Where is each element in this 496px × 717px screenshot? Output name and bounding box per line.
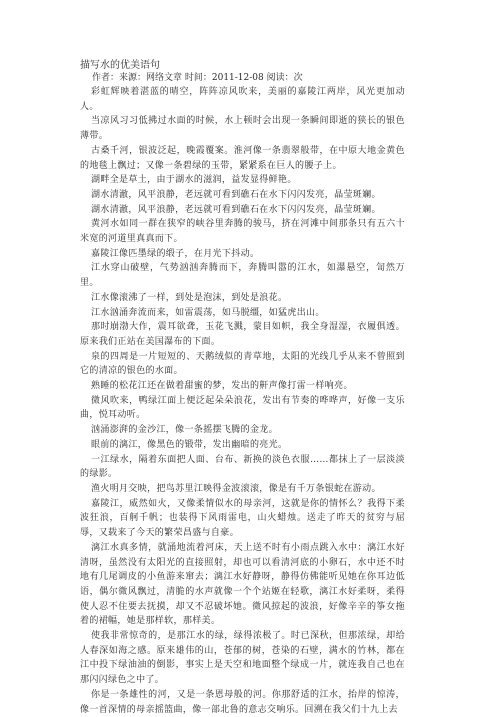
article-paragraph: 江水汹涌奔流而来，如雷震荡，如马脱缰，如猛虎出山。: [91, 307, 325, 318]
article-paragraph: 湖水清澈，风平浪静，老远就可看到礁石在水下闪闪发亮，晶莹斑斓。: [91, 204, 381, 215]
article-paragraph: 使我非常惊奇的，是那江水的绿，绿得浓极了。时已深秋，但那浓绿，却给人春深如海之感。原来雄伟的山，苍郁的树，苍染的石壁，满水的竹林，都在江中投下绿油油的倒影，事实上是天空和地面整个绿成一片，就连我自己也在那闪闪绿色之中了。: [80, 631, 405, 686]
article-paragraph: 熟睡的松花江还在做着甜蜜的梦，发出的鼾声像打雷一样响亮。: [91, 381, 353, 392]
article-paragraph: 泉的四周是一片短短的、天鹅绒似的青草地，太阳的光线几乎从来不曾照到它的清凉的银色的水面。: [80, 351, 405, 377]
article-paragraph: 你是一条雄性的河，又是一条恩母般的河。你那舒适的江水，抬岸的惊涛，像一首深情的母亲摇篮曲，像一部北鲁的意志交响乐。回溯在我父们十九上去: [80, 689, 405, 715]
article-paragraph: 眼前的漓江，像黑色的锻带，发出幽暗的亮光。: [91, 439, 288, 450]
article-paragraph: 嘉陵江，威然如火，又像柔情似水的母亲河，这就是你的情怀么？我得下柔波狂浪，百舸千帆；也装得下风雨雷电，山火蜡烛。送走了昨天的贫穷与屈辱，又载来了今天的繁荣昌盛与自豪。: [80, 498, 405, 539]
article-paragraph: 当凉风习习低拂过水面的时候，水上顿时会出现一条瞬间即逝的狭长的银色薄带。: [80, 116, 405, 142]
article-paragraph: 那时崩渤大作，震耳欲聋，玉花飞溅，蒙目如帜，我全身湿湿，衣履俱透。原来我们正站在美国瀑布的下面。: [80, 322, 405, 347]
article-paragraph: 微风吹来，鸭绿江面上便泛起朵朵浪花，发出有节奏的哗哗声，好像一支乐曲，悦耳动听。: [80, 395, 405, 421]
article-paragraph: 江水穿山破壁，气势汹汹奔腾而下，奔腾叫嚣的江水，如瀑悬空，訇然万里。: [80, 263, 405, 289]
article-paragraph: 江水像滚沸了一样，到处是泡沫，到处是浪花。: [91, 292, 288, 303]
article-paragraph: 渔火明月交映，把鸟苏里江映得金波滚滚，像是有千万条银蛇在游动。: [91, 483, 381, 494]
article-paragraph: 黄河水如同一群在狭窄的峡谷里奔腾的骏马，挤在河滩中间那条只有五六十米宽的河道里真真而下。: [80, 219, 405, 245]
article-paragraph: 嘉陵江像匹墨绿的缎子，在月光下抖动。: [91, 248, 260, 259]
article-paragraph: 湖畔全是草土，由于湖水的滋润，益发显得鲜艳。: [91, 175, 297, 186]
article-paragraph: 一江绿水，隔着东面把人面、台布、新换的淡色衣服……都抹上了一层淡淡的绿影。: [80, 454, 405, 480]
article-paragraph: 彩虹辉映着湛蓝的晴空，阵阵凉风吹来，美丽的嘉陵江两岸，风光更加动人。: [80, 87, 405, 112]
article-body: [80, 85, 405, 717]
article-meta: 作者：来源：网络文章 时间：2011-12-08 阅读：次: [92, 73, 303, 83]
article-paragraph: 汹涌澎湃的金沙江，像一条摇摆飞腾的金龙。: [91, 425, 279, 436]
article-title: 描写水的优美语句: [80, 60, 160, 71]
article-paragraph: 漓江水真多情，就涌地流着河床，天上送不时有小雨点跳入水中：漓江水好清呀，虽然没有太阳光的直接照射，却也可以看清河底的小卵石，水中还不时地有几尾调皮的小鱼游来窜去；漓江水好静呀，静得仿佛能听见她在你耳边低语，偶尔微风飘过，清脆的水声就像一个个站姬在轻歌，漓江水好柔呀，柔得使人忍不住要去抚摸，却又不忍破坏她。微风掠起的波浪，好像辛辛的筝女拖着的裙幅，她是那样软，那样美。: [80, 542, 405, 627]
article-paragraph: 古桑千河，银波泛起，晚霞覆案。淮河像一条翡翠般带，在中原大地金黄色的地毯上飘过；又像一条碧绿的玉带，紧紧系在巨人的腰子上。: [80, 145, 405, 171]
article-paragraph: 湖水清澈，风平浪静，老远就可看到礁石在水下闪闪发亮，晶莹斑斓。: [91, 189, 381, 200]
